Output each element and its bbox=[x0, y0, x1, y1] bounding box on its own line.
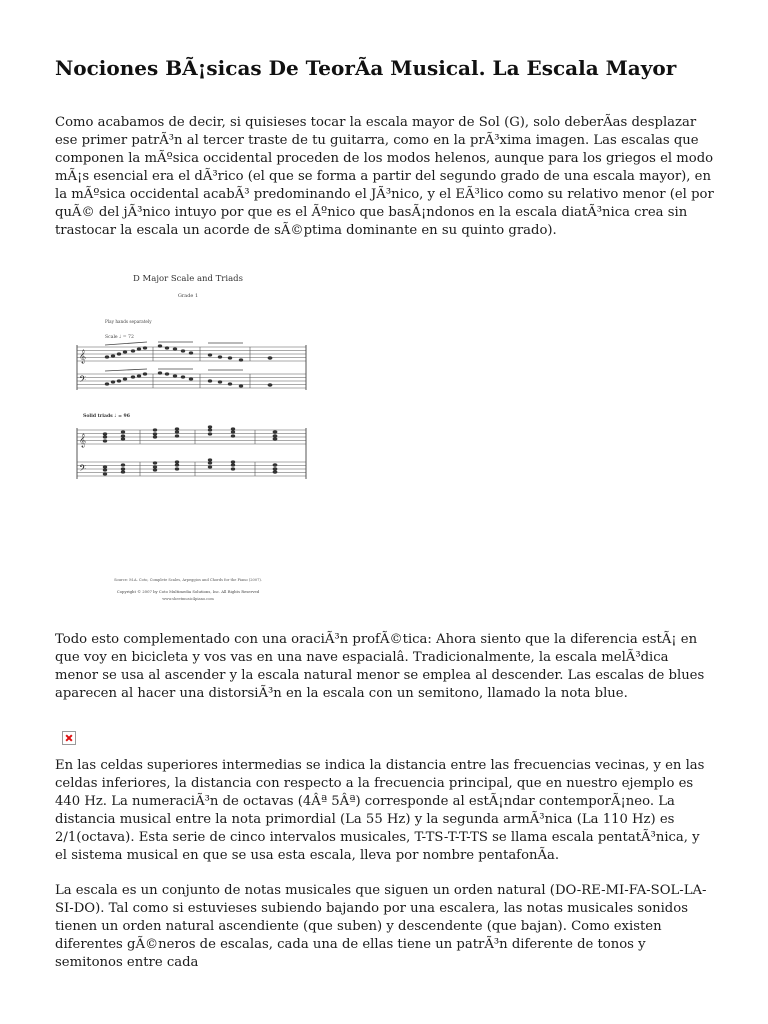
sheet-source: Source: M.A. Coto, Complete Scales, Arpeggios and Chords for the Piano (2007). bbox=[114, 578, 262, 582]
paragraph-1: Como acabamos de decir, si quisieses tocar la escala mayor de Sol (G), solo deberÃas desplazar ese primer patrÃ³n al tercer traste de tu guitarra, como en la prÃ³xima imagen. Las escalas que componen la mÃºsica occidental proceden de los modos helenos, aunque para los griegos el modo mÃ¡s esencial era el dÃ³rico (el que se forma a partir del segundo grado de una escala mayor), en la mÃºsica occidental acabÃ³ predominando el JÃ³nico, y el EÃ³lico como su relativo menor (el por quÃ© del jÃ³nico intuyo por que es el Ãºnico que basÃ¡ndonos en la escala diatÃ³nica crea sin trastocar la escala un acorde de sÃ©ptima dominante en su quinto grado). bbox=[55, 115, 714, 238]
broken-image-icon bbox=[62, 731, 76, 745]
svg-text:𝄢: 𝄢 bbox=[79, 463, 87, 476]
sheet-url: www.sheetmusic4piano.com bbox=[162, 597, 214, 601]
triads-tempo: Solid triads ♩ = 96 bbox=[83, 414, 130, 419]
paragraph-2: Todo esto complementado con una oraciÃ³n profÃ©tica: Ahora siento que la diferencia estÃ¡ en que voy en bicicleta y vos vas en una nave espacialâ. Tradicionalmente, la escala melÃ³dica menor se usa al ascender y la escala natural menor se emplea al descender. Las escalas de blues aparecen al hacer una distorsiÃ³n en la escala con un semitono, llamado la nota blue. bbox=[55, 632, 705, 701]
svg-text:𝄞: 𝄞 bbox=[79, 349, 87, 363]
sheet-title: D Major Scale and Triads bbox=[133, 274, 243, 284]
svg-text:𝄢: 𝄢 bbox=[79, 374, 87, 387]
sheet-music-image bbox=[55, 258, 321, 614]
sheet-copyright: Copyright © 2007 by Coto Multimedia Solutions, Inc. All Rights Reserved bbox=[116, 589, 260, 594]
page-title: Nociones BÃ¡sicas De TeorÃa Musical. La Escala Mayor bbox=[55, 56, 677, 80]
sheet-grade: Grade 1 bbox=[177, 293, 199, 299]
paragraph-3: En las celdas superiores intermedias se indica la distancia entre las frecuencias vecinas, y en las celdas inferiores, la distancia con respecto a la frecuencia principal, que en nuestro ejemplo es 440 Hz. La numeraciÃ³n de octavas (4Âª 5Âª) corresponde al estÃ¡ndar contemporÃ¡neo. La distancia musical entre la nota primordial (La 55 Hz) y la segunda armÃ³nica (La 110 Hz) es 2/1(octava). Esta serie de cinco intervalos musicales, T-TS-T-T-TS se llama escala pentatÃ³nica, y el sistema musical en que se usa esta escala, lleva por nombre pentafonÃa. bbox=[55, 758, 705, 863]
sheet-instruction: Play hands separately bbox=[105, 319, 152, 324]
svg-text:𝄞: 𝄞 bbox=[79, 433, 87, 447]
scale-tempo: Scale ♩ = 72 bbox=[105, 335, 134, 340]
paragraph-4: La escala es un conjunto de notas musicales que siguen un orden natural (DO-RE-MI-FA-SOL-LA-SI-DO). Tal como si estuvieses subiendo bajando por una escalera, las notas musicales sonidos tienen un orden natural ascendiente (que suben) y descendente (que bajan). Como existen diferentes gÃ©neros de escalas, cada una de ellas tiene un patrÃ³n diferente de tonos y semitonos entre cada bbox=[55, 883, 707, 970]
